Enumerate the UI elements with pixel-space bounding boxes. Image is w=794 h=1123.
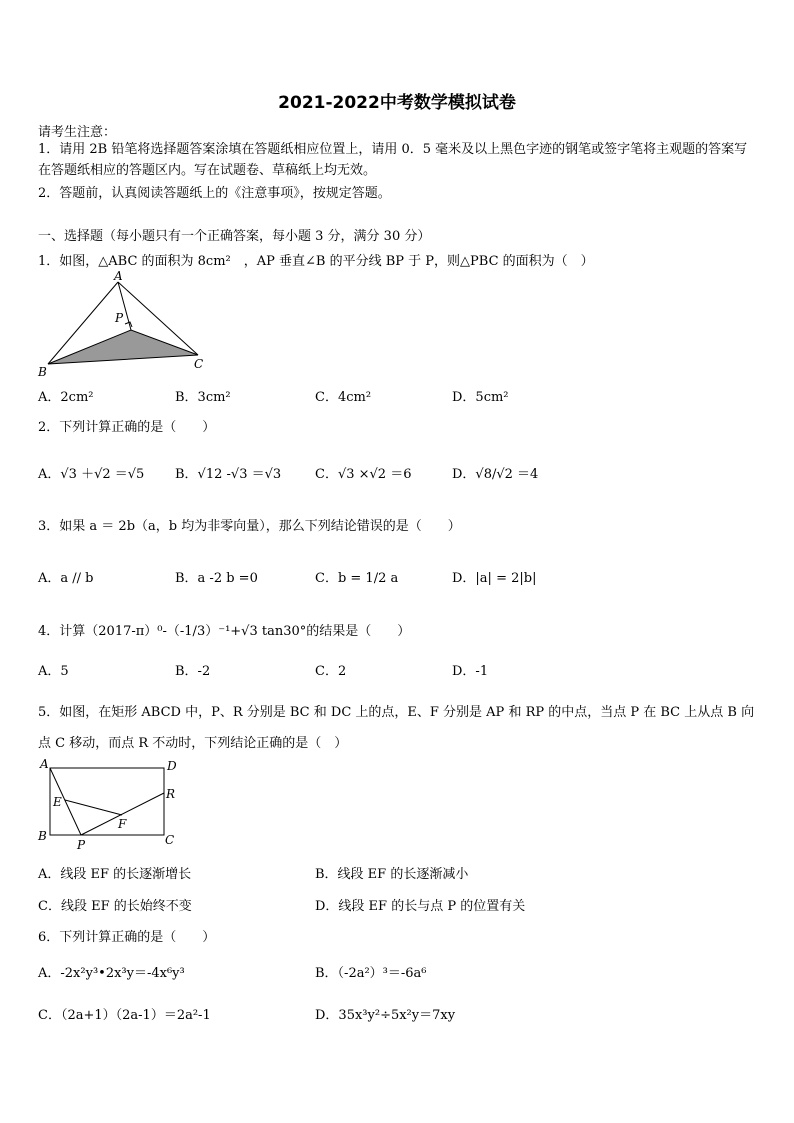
question-2-stem: 2．下列计算正确的是（ ） [38, 420, 216, 435]
label-e: E [53, 795, 62, 809]
label-r: R [166, 787, 176, 801]
triangle-figure [38, 269, 213, 379]
segment-ef [65, 800, 122, 815]
notice-item-1: 1．请用 2B 铅笔将选择题答案涂填在答题纸相应位置上，请用 0．5 毫米及以上黑色字迹的钢笔或签字笔将主观题的答案写在答题纸相应的答题区内。写在试题卷、草稿纸上均无效。 [38, 142, 748, 178]
q5-option-b: B．线段 EF 的长逐渐减小 [315, 867, 469, 882]
q3-option-c: C．b = 1/2 a [315, 571, 399, 586]
q4-option-b: B．-2 [175, 664, 211, 679]
page-title: 2021-2022中考数学模拟试卷 [278, 93, 516, 113]
q4-option-c: C．2 [315, 664, 347, 679]
q6-option-b: B．（-2a²）³＝-6a⁶ [315, 966, 427, 981]
label-c: C [194, 357, 204, 371]
label-b: B [38, 829, 47, 843]
label-d: D [167, 759, 177, 773]
q3-option-d: D．|a| = 2|b| [452, 571, 537, 586]
notice-heading: 请考生注意： [38, 125, 117, 140]
question-5-stem: 5．如图，在矩形 ABCD 中，P、R 分别是 BC 和 DC 上的点，E、F 分别是 AP 和 RP 的中点，当点 P 在 BC 上从点 B 向点 C 移动，而点 R 不动时，下列结论正确的是（ ） [38, 705, 755, 751]
section-heading: 一、选择题（每小题只有一个正确答案，每小题 3 分，满分 30 分） [38, 229, 431, 244]
q2-option-d: D．√8/√2 ＝4 [452, 467, 539, 482]
q2-option-c: C．√3 ×√2 ＝6 [315, 467, 412, 482]
q1-option-d: D．5cm² [452, 390, 509, 405]
q6-option-c: C．（2a+1）（2a-1）＝2a²-1 [38, 1008, 211, 1023]
label-p: P [115, 311, 124, 325]
question-4-stem: 4．计算（2017-π）⁰-（-1/3）⁻¹+√3 tan30°的结果是（ ） [38, 624, 411, 639]
q6-option-d: D．35x³y²÷5x²y＝7xy [315, 1008, 456, 1023]
q3-option-a: A．a // b [38, 571, 94, 586]
q2-option-a: A．√3 ＋√2 ＝√5 [38, 467, 145, 482]
label-a: A [114, 269, 123, 283]
label-c: C [165, 833, 175, 847]
q5-option-a: A．线段 EF 的长逐渐增长 [38, 867, 192, 882]
label-p: P [77, 838, 86, 852]
rectangle-figure [38, 758, 188, 850]
label-f: F [118, 817, 127, 831]
q1-option-c: C．4cm² [315, 390, 372, 405]
notice-item-2: 2．答题前，认真阅读答题纸上的《注意事项》，按规定答题。 [38, 186, 391, 201]
question-6-stem: 6．下列计算正确的是（ ） [38, 930, 216, 945]
question-3-stem: 3．如果 a ＝ 2b（a，b 均为非零向量），那么下列结论错误的是（ ） [38, 519, 461, 534]
q5-option-d: D．线段 EF 的长与点 P 的位置有关 [315, 899, 526, 914]
q1-option-a: A．2cm² [38, 390, 94, 405]
q1-option-b: B．3cm² [175, 390, 231, 405]
q2-option-b: B．√12 -√3 ＝√3 [175, 467, 282, 482]
label-a: A [40, 757, 49, 771]
q3-option-b: B．a -2 b =0 [175, 571, 258, 586]
q4-option-d: D．-1 [452, 664, 489, 679]
question-1-stem: 1．如图，△ABC 的面积为 8cm² ，AP 垂直∠B 的平分线 BP 于 P，则△PBC 的面积为（ ） [38, 254, 594, 269]
label-b: B [38, 365, 47, 379]
q4-option-a: A．5 [38, 664, 69, 679]
q5-option-c: C．线段 EF 的长始终不变 [38, 899, 192, 914]
right-angle-mark [125, 322, 132, 327]
q6-option-a: A．-2x²y³•2x³y＝-4x⁶y³ [38, 966, 185, 981]
